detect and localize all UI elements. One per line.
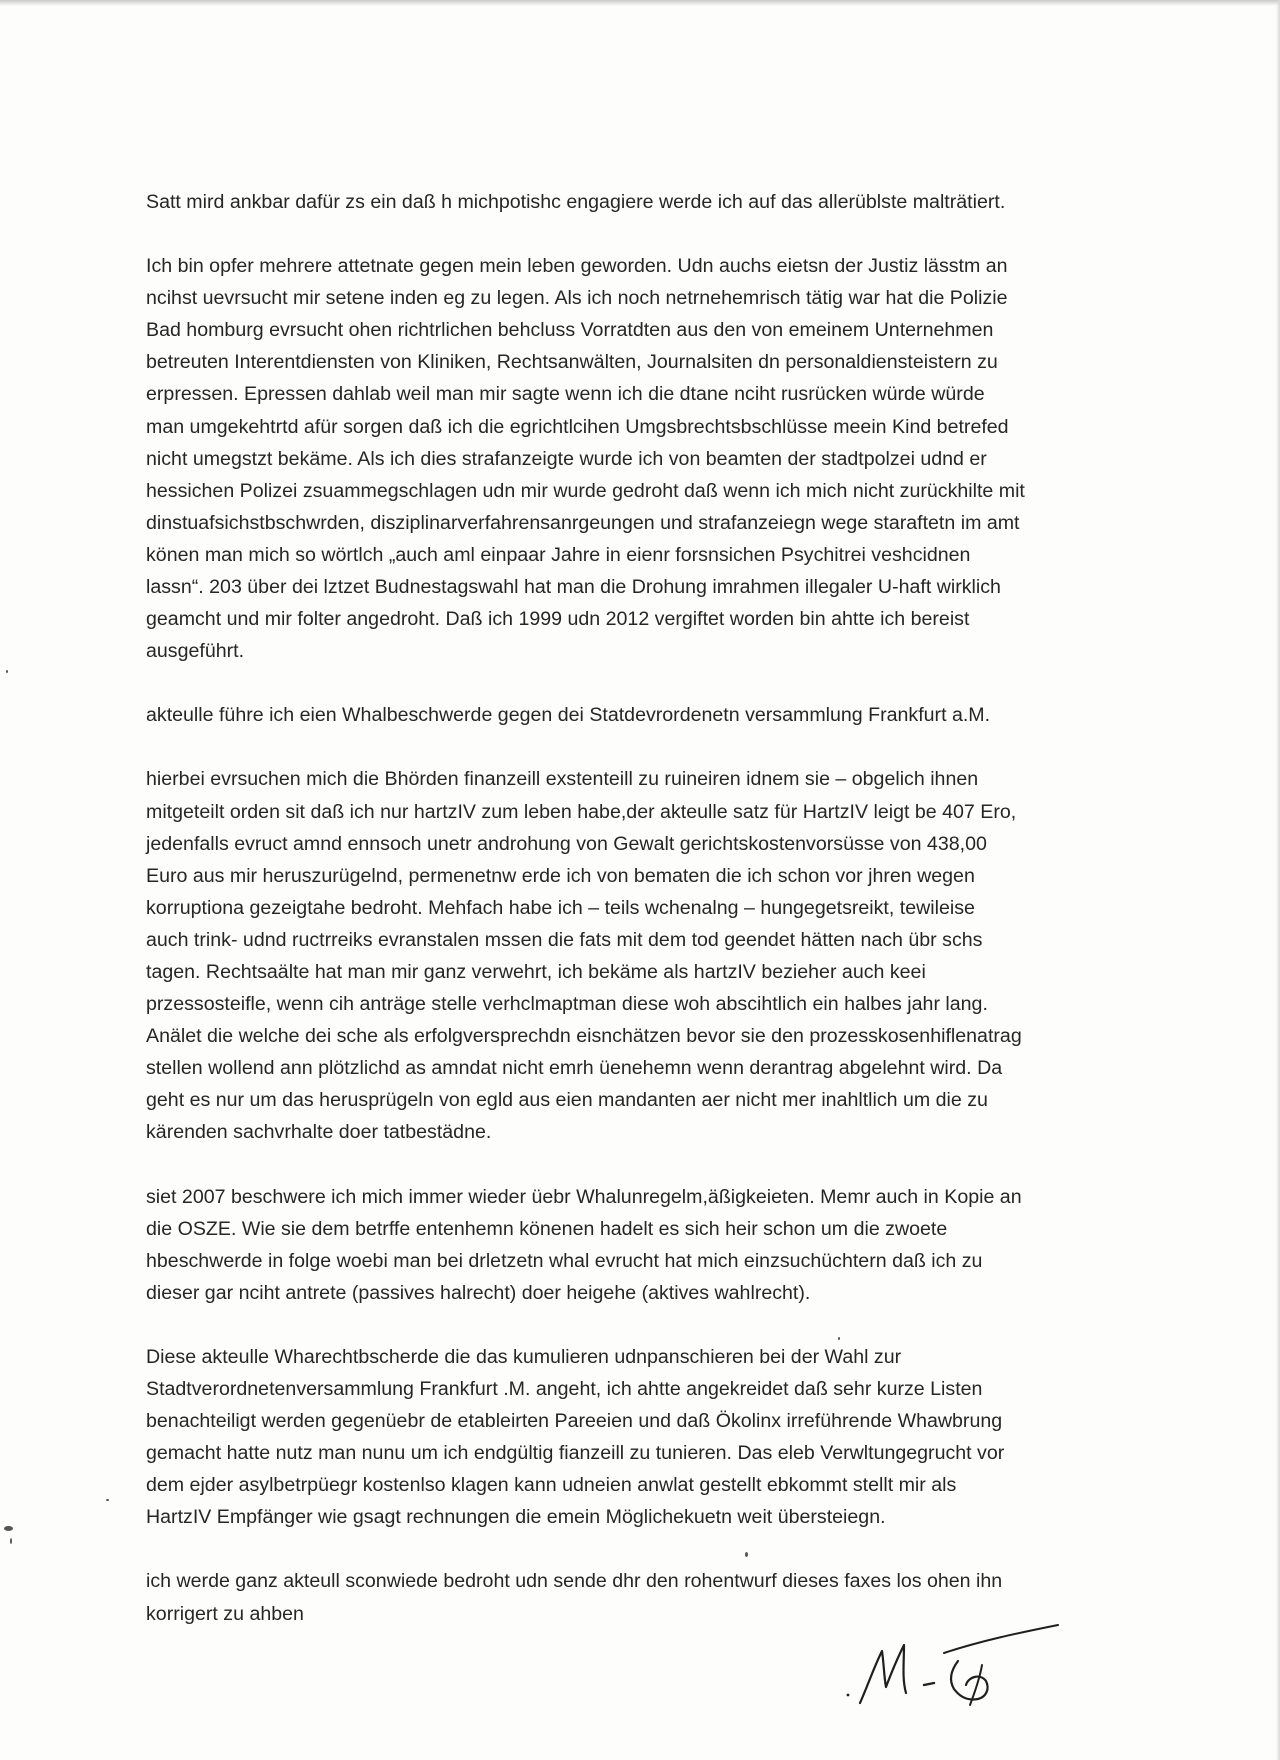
text-line: korruptiona gezeigtahe bedroht. Mehfach habe ich – teils wchenalng – hungegetsreikt, tewileise (146, 896, 975, 919)
paragraph-2 (146, 250, 1146, 667)
signature-dot (847, 1694, 850, 1697)
text-line: gemacht hatte nutz man nunu um ich endgültig fianzeill zu tunieren. Das eleb Verwltungegrucht vor (146, 1442, 1005, 1465)
text-line: hessichen Polizei zsuammegschlagen udn mir wurde gedroht daß wenn ich mich nicht zurückhilte mit (146, 479, 1025, 502)
text-line: ausgeführt. (146, 640, 245, 663)
letter-body (146, 186, 1146, 1662)
text-line: kärenden sachvrhalte doer tatbestädne. (146, 1121, 492, 1144)
text-line: hierbei evrsuchen mich die Bhörden finanzeill exstenteill zu ruineiren idnem sie – obgelich ihnen (146, 768, 979, 791)
text-line: dinstuafsichstbschwrden, disziplinarverfahrensanrgeungen und strafanzeiegn wege staraftetn im amt (146, 511, 1020, 534)
text-line: tagen. Rechtsaälte hat man mir ganz verwehrt, ich bekäme als hartzIV bezieher auch keei (146, 960, 926, 983)
text-line: stellen wollend ann plötzlichd as amndat nicht emrh üenehemn wenn derantrag abgelehnt wird. Da (146, 1057, 1003, 1080)
text-line: Anälet die welche dei sche als erfolgversprechdn eisnchätzen bevor sie den prozesskosenhiflenatrag (146, 1025, 1022, 1048)
text-line: HartzIV Empfänger wie gsagt rechnungen die emein Möglichekuetn weit übersteiegn. (146, 1506, 886, 1529)
text-line: man umgekehtrtd afür sorgen daß ich die egrichtlcihen Umgsbrechtsbschlüsse meein Kind betrefed (146, 415, 1009, 438)
paragraph-6 (146, 1341, 1146, 1534)
paragraph-3 (146, 699, 1146, 731)
text-line: Satt mird ankbar dafür zs ein daß h michpotishc engagiere werde ich auf das allerüblste malträtiert. (146, 191, 1006, 213)
scan-speck (106, 1499, 109, 1501)
paragraph-4 (146, 763, 1146, 1148)
text-line: geamcht und mir folter angedroht. Daß ich 1999 udn 2012 vergiftet worden bin ahtte ich bereist (146, 608, 970, 631)
text-line: könen man mich so wörtlch „auch aml einpaar Jahre in eienr forsnsichen Psychitrei veshcidnen (146, 543, 971, 566)
text-line: jedenfalls evruct amnd ennsoch unetr androhung von Gewalt gerichtskostenvorsüsse von 438,00 (146, 832, 987, 855)
text-line: betreuten Interentdiensten von Kliniken, Rechtsanwälten, Journalsiten dn personaldiensteistern zu (146, 351, 998, 374)
scan-speck (10, 1538, 12, 1544)
text-line: Euro aus mir heruszurügelnd, permenetnw erde ich von bematen die ich schon vor jhren wegen (146, 864, 975, 887)
scan-speck (4, 1526, 13, 1531)
scan-edge-shadow-top (0, 0, 1280, 6)
text-line: korrigert zu ahben (146, 1602, 304, 1625)
text-line: lassn“. 203 über dei lztzet Budnestagswahl hat man die Drohung imrahmen illegaler U-haft wirklich (146, 576, 1001, 599)
text-line: Stadtverordnetenversammlung Frankfurt .M. angeht, ich ahtte angekreidet daß sehr kurze Listen (146, 1378, 983, 1400)
text-line: Diese akteulle Wharechtbscherde die das kumulieren udnpanschieren bei der Wahl zur (146, 1345, 902, 1368)
text-line: ncihst uevrsucht mir setene inden eg zu legen. Als ich noch netrnehemrisch tätig war hat die Polizie (146, 287, 1008, 310)
paragraph-5 (146, 1181, 1146, 1309)
text-line: Ich bin opfer mehrere attetnate gegen mein leben geworden. Udn auchs eietsn der Justiz lässtm an (146, 255, 1008, 278)
signature-stroke-dash (924, 1683, 934, 1685)
handwritten-signature (840, 1615, 1070, 1715)
scan-speck (838, 1337, 840, 1340)
text-line: siet 2007 beschwere ich mich immer wieder üebr Whalunregelm,äßigkeieten. Memr auch in Kopie an (146, 1185, 1022, 1208)
signature-stroke-m (860, 1645, 906, 1703)
text-line: mitgeteilt orden sit daß ich nur hartzIV zum leben habe,der akteulle satz für HartzIV leigt be 407 Ero, (146, 800, 1017, 823)
scan-speck (745, 1552, 748, 1557)
text-line: benachteiligt werden gegenüebr de etableirten Pareeien und daß Ökolinx irreführende Whawbrung (146, 1410, 1003, 1433)
text-line: przessosteifle, wenn cih anträge stelle verhclmaptman diese woh abscihtlich ein halbes jahr lang. (146, 993, 988, 1016)
scan-speck (6, 670, 8, 673)
text-line: ich werde ganz akteull sconwiede bedroht udn sende dhr den rohentwurf dieses faxes los ohen ihn (146, 1570, 1003, 1593)
text-line: Bad homburg evrsucht ohen richtrlichen behcluss Vorratdten aus den von emeinem Unternehmen (146, 319, 994, 342)
text-line: die OSZE. Wie sie dem betrffe entenhemn könenen hadelt es sich heir schon um die zwoete (146, 1217, 948, 1240)
text-line: dieser gar nciht antrete (passives halrecht) doer heigehe (aktives wahlrecht). (146, 1281, 811, 1304)
text-line: geht es nur um das herusprügeln von egld aus eien mandanten aer nicht mer inahltlich um die zu (146, 1089, 988, 1112)
text-line: dem ejder asylbetrpüegr kostenlso klagen kann udneien anwlat gestellt ebkommt stellt mir als (146, 1474, 957, 1497)
text-line: hbeschwerde in folge woebi man bei drletzetn whal evrucht hat mich einzsuchüchtern daß ich zu (146, 1249, 983, 1272)
paragraph-1 (146, 186, 1146, 218)
text-line: akteulle führe ich eien Whalbeschwerde gegen dei Statdevrordenetn versammlung Frankfurt a.M. (146, 704, 991, 727)
scan-edge-shadow-right (1276, 0, 1280, 1760)
text-line: nicht umegstzt bekäme. Als ich dies strafanzeigte wurde ich von beamten der stadtpolzei udnd er (146, 447, 987, 470)
text-line: auch trink- udnd ructrreiks evranstalen mssen die fats mit dem tod geendet hätten nach übr schs (146, 928, 983, 951)
signature-stroke-flourish (944, 1625, 1058, 1653)
text-line: erpressen. Epressen dahlab weil man mir sagte wenn ich die dtane nciht rusrücken würde würde (146, 383, 985, 406)
